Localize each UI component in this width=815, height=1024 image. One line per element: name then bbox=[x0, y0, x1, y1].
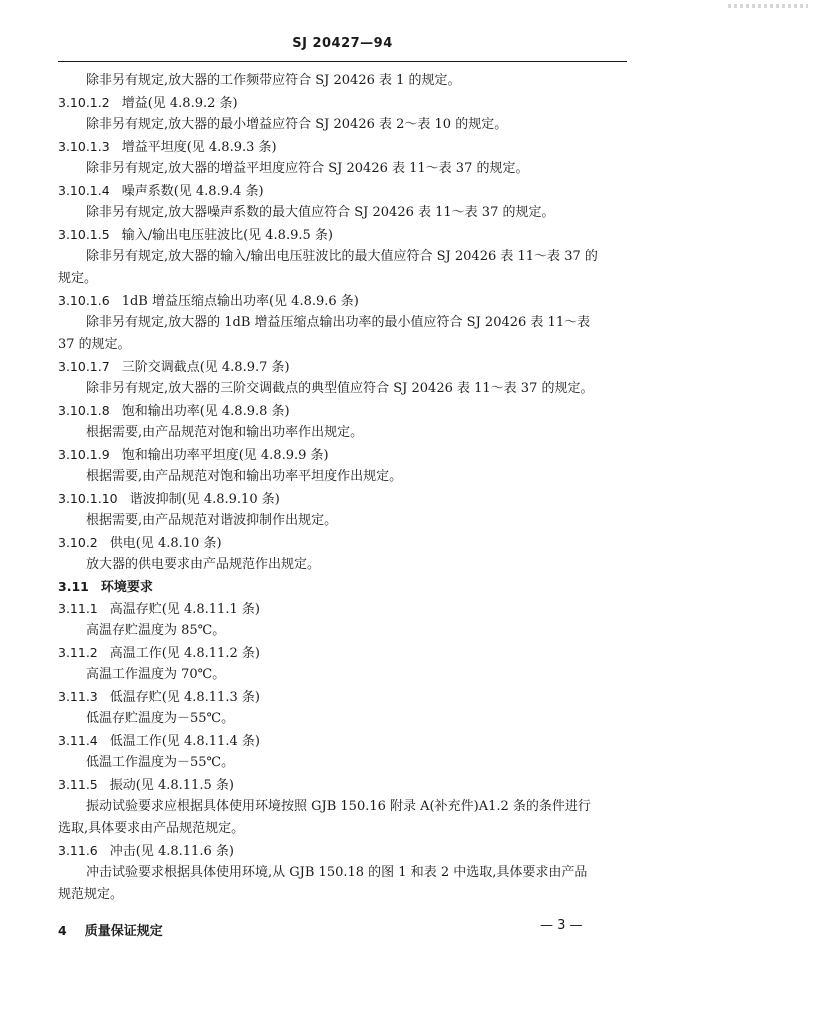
paragraph-line: 除非另有规定,放大器的工作频带应符合 SJ 20426 表 1 的规定。 bbox=[86, 73, 461, 88]
clause-heading bbox=[58, 532, 628, 554]
paragraph-line: 根据需要,由产品规范对谐波抑制作出规定。 bbox=[86, 513, 338, 528]
clause-number: 3.10.2 bbox=[58, 535, 98, 550]
paragraph-continuation: 选取,具体要求由产品规范规定。 bbox=[58, 821, 245, 836]
paragraph-line: 放大器的供电要求由产品规范作出规定。 bbox=[86, 557, 321, 572]
clause-title: 三阶交调截点(见 4.8.9.7 条) bbox=[121, 360, 290, 375]
clause-heading bbox=[58, 290, 628, 312]
clause-heading bbox=[58, 136, 628, 158]
clause-title: 增益(见 4.8.9.2 条) bbox=[121, 96, 238, 111]
clause-number: 3.11.1 bbox=[58, 601, 98, 616]
clause-number: 3.11.3 bbox=[58, 689, 98, 704]
paragraph-line: 除非另有规定,放大器的 1dB 增益压缩点输出功率的最小值应符合 SJ 20426 表 11～表 bbox=[86, 315, 591, 330]
paragraph-line: 除非另有规定,放大器的输入/输出电压驻波比的最大值应符合 SJ 20426 表 11～表 37 的 bbox=[86, 249, 598, 264]
paragraph-continuation: 规定。 bbox=[58, 271, 98, 286]
clause-number: 3.10.1.7 bbox=[58, 359, 110, 374]
clause-heading bbox=[58, 180, 628, 202]
clause-heading bbox=[58, 840, 628, 862]
clause-number: 3.11.6 bbox=[58, 843, 98, 858]
clause-heading bbox=[58, 444, 628, 466]
clause-heading bbox=[58, 730, 628, 752]
clause-title: 饱和输出功率(见 4.8.9.8 条) bbox=[121, 404, 290, 419]
clause-number: 3.10.1.9 bbox=[58, 447, 110, 462]
clause-heading bbox=[58, 686, 628, 708]
paragraph-line: 除非另有规定,放大器噪声系数的最大值应符合 SJ 20426 表 11～表 37 的规定。 bbox=[86, 205, 555, 220]
clause-heading bbox=[58, 598, 628, 620]
paragraph-line: 高温存贮温度为 85℃。 bbox=[86, 623, 226, 638]
scan-artifact bbox=[728, 4, 808, 8]
clause-heading bbox=[58, 92, 628, 114]
clause-number: 3.10.1.4 bbox=[58, 183, 110, 198]
clause-number: 3.11.5 bbox=[58, 777, 98, 792]
section-heading bbox=[58, 576, 628, 598]
document-body bbox=[58, 70, 628, 942]
clause-title: 增益平坦度(见 4.8.9.3 条) bbox=[121, 140, 277, 155]
clause-title: 质量保证规定 bbox=[84, 924, 163, 939]
paragraph-line: 低温工作温度为－55℃。 bbox=[86, 755, 235, 770]
clause-number: 3.11 bbox=[58, 579, 89, 594]
clause-heading bbox=[58, 642, 628, 664]
clause-number: 4 bbox=[58, 923, 67, 938]
paragraph-line: 除非另有规定,放大器的增益平坦度应符合 SJ 20426 表 11～表 37 的规定。 bbox=[86, 161, 529, 176]
header-rule bbox=[58, 61, 627, 62]
paragraph-line: 高温工作温度为 70℃。 bbox=[86, 667, 226, 682]
clause-number: 3.10.1.10 bbox=[58, 491, 118, 506]
clause-heading bbox=[58, 774, 628, 796]
clause-number: 3.10.1.6 bbox=[58, 293, 110, 308]
clause-heading bbox=[58, 224, 628, 246]
paragraph-continuation: 37 的规定。 bbox=[58, 337, 131, 352]
clause-title: 高温工作(见 4.8.11.2 条) bbox=[109, 646, 260, 661]
clause-heading bbox=[58, 488, 628, 510]
paragraph-line: 根据需要,由产品规范对饱和输出功率作出规定。 bbox=[86, 425, 364, 440]
paragraph-continuation: 规范规定。 bbox=[58, 887, 124, 902]
paragraph-line: 除非另有规定,放大器的最小增益应符合 SJ 20426 表 2～表 10 的规定。 bbox=[86, 117, 508, 132]
clause-title: 谐波抑制(见 4.8.9.10 条) bbox=[129, 492, 280, 507]
paragraph-line: 振动试验要求应根据具体使用环境按照 GJB 150.16 附录 A(补充件)A1.2 条的条件进行 bbox=[86, 799, 591, 814]
clause-title: 低温存贮(见 4.8.11.3 条) bbox=[109, 690, 260, 705]
clause-title: 饱和输出功率平坦度(见 4.8.9.9 条) bbox=[121, 448, 329, 463]
clause-number: 3.10.1.3 bbox=[58, 139, 110, 154]
clause-heading bbox=[58, 400, 628, 422]
clause-heading bbox=[58, 356, 628, 378]
clause-title: 供电(见 4.8.10 条) bbox=[109, 536, 222, 551]
paragraph-line: 除非另有规定,放大器的三阶交调截点的典型值应符合 SJ 20426 表 11～表 37 的规定。 bbox=[86, 381, 594, 396]
clause-title: 高温存贮(见 4.8.11.1 条) bbox=[109, 602, 260, 617]
clause-number: 3.11.2 bbox=[58, 645, 98, 660]
document-code-header: SJ 20427—94 bbox=[292, 36, 393, 51]
paragraph-line: 低温存贮温度为－55℃。 bbox=[86, 711, 235, 726]
clause-number: 3.10.1.5 bbox=[58, 227, 110, 242]
page-number: — 3 — bbox=[540, 918, 583, 933]
clause-title: 噪声系数(见 4.8.9.4 条) bbox=[121, 184, 264, 199]
clause-title: 低温工作(见 4.8.11.4 条) bbox=[109, 734, 260, 749]
clause-title: 1dB 增益压缩点输出功率(见 4.8.9.6 条) bbox=[121, 294, 359, 309]
clause-number: 3.10.1.8 bbox=[58, 403, 110, 418]
clause-title: 环境要求 bbox=[100, 580, 153, 595]
clause-number: 3.10.1.2 bbox=[58, 95, 110, 110]
clause-number: 3.11.4 bbox=[58, 733, 98, 748]
clause-title: 输入/输出电压驻波比(见 4.8.9.5 条) bbox=[121, 228, 333, 243]
paragraph-line: 冲击试验要求根据具体使用环境,从 GJB 150.18 的图 1 和表 2 中选取,具体要求由产品 bbox=[86, 865, 588, 880]
clause-title: 振动(见 4.8.11.5 条) bbox=[109, 778, 234, 793]
clause-title: 冲击(见 4.8.11.6 条) bbox=[109, 844, 234, 859]
paragraph-line: 根据需要,由产品规范对饱和输出功率平坦度作出规定。 bbox=[86, 469, 403, 484]
